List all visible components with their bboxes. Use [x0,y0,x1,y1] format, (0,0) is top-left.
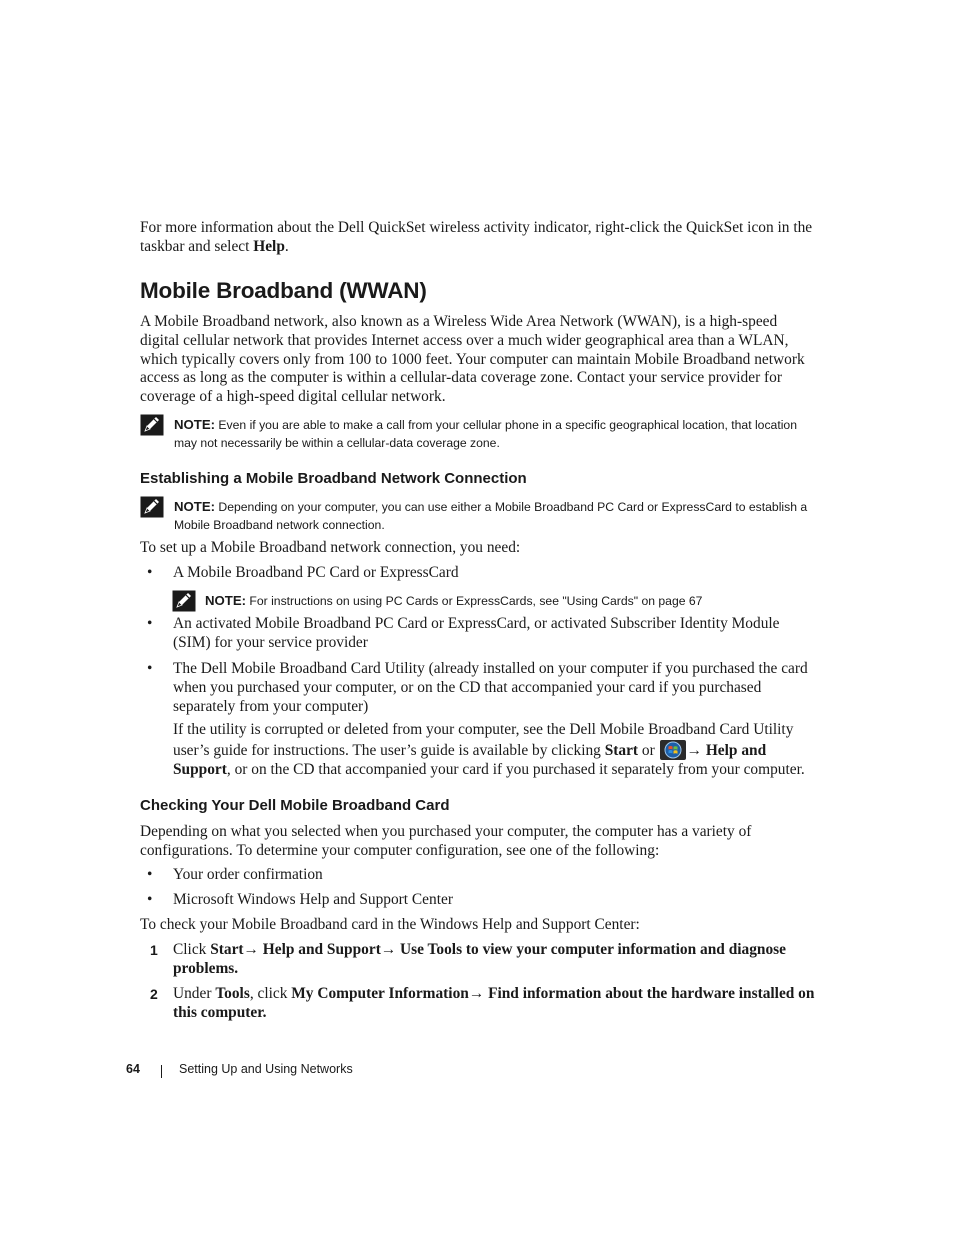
tools-term: Tools [215,985,250,1002]
help-term: Help [253,237,285,255]
step-number: 1 [150,942,158,958]
step-item: 2 Under Tools, click My Computer Information→ Find information about the hardware installed on this computer. [150,985,815,1021]
windows-start-icon [660,740,686,760]
configuration-paragraph: Depending on what you selected when you purchased your computer, the computer has a variety of configurations. To determine your computer configuration, see one of the following: [140,823,752,859]
start-term: Start [604,741,639,759]
list-item: • Your order confirmation [147,866,323,883]
bullet-marker: • [147,891,153,908]
note-label: NOTE: [174,499,216,514]
menu-path: Start→ Help and Support→ Use Tools to view your computer information and diagnose problems [173,941,786,977]
list-item: • Microsoft Windows Help and Support Center [147,891,453,908]
note-cellular-coverage: NOTE: Even if you are able to make a call from your cellular phone in a specific geographical location, that location may not necessarily be within a cellular-data coverage zone. [140,416,820,452]
section-title: Mobile Broadband (WWAN) [140,278,427,303]
bullet-marker: • [147,660,153,677]
check-intro: To check your Mobile Broadband card in the Windows Help and Support Center: [140,916,640,933]
pencil-note-icon [140,414,164,436]
pencil-note-icon [140,496,164,518]
utility-paragraph: If the utility is corrupted or deleted from your computer, see the Dell Mobile Broadband Card Utility user’s guide for instructions. The user’s guide is available by clicking Start or → Help and Support, or on the CD that accompanied your card if you purchased it separately from your computer. [173,721,805,778]
bullet-marker: • [147,615,153,632]
step-number: 2 [150,986,158,1002]
bullet-marker: • [147,564,153,581]
subsection-title-checking: Checking Your Dell Mobile Broadband Card [140,797,450,814]
footer-separator [161,1065,162,1078]
bullet-marker: • [147,866,153,883]
wwan-paragraph: A Mobile Broadband network, also known as a Wireless Wide Area Network (WWAN), is a high-speed digital cellular network that provides Internet access over a much wider geographical area than a WLAN, which typically covers only from 100 to 1000 feet. Your computer can maintain Mobile Broadband network access as long as the computer is within a cellular-data coverage zone. Contact your service provider for coverage of a high-speed digital cellular network. [140,313,805,406]
note-label: NOTE: [174,417,216,432]
page-number: 64 [126,1062,140,1076]
note-label: NOTE: [205,593,247,608]
menu-path: My Computer Information→ Find information about the hardware installed on this computer [173,985,815,1021]
list-item: • The Dell Mobile Broadband Card Utility (already installed on your computer if you purchased the card when you purchased your computer, or on the CD that accompanied your card if you purchased separately from your computer) [147,660,808,715]
page-footer [126,1062,353,1076]
chapter-title: Setting Up and Using Networks [179,1062,353,1076]
note-using-cards: NOTE: For instructions on using PC Cards or ExpressCards, see "Using Cards" on page 67 [172,592,822,611]
intro-paragraph: For more information about the Dell QuickSet wireless activity indicator, right-click the QuickSet icon in the taskbar and select Help. [140,219,813,255]
note-card-options: NOTE: Depending on your computer, you can use either a Mobile Broadband PC Card or ExpressCard to establish a Mobile Broadband network connection. [140,498,820,534]
help-and-support-term: → Help and Support [173,741,767,778]
list-item: • A Mobile Broadband PC Card or ExpressCard [147,564,459,581]
subsection-title-establishing: Establishing a Mobile Broadband Network Connection [140,470,527,487]
list-item: • An activated Mobile Broadband PC Card or ExpressCard, or activated Subscriber Identity Module (SIM) for your service provider [147,615,780,651]
pencil-note-icon [172,590,196,612]
setup-intro: To set up a Mobile Broadband network connection, you need: [140,539,521,556]
step-item: 1 Click Start→ Help and Support→ Use Tools to view your computer information and diagnose problems. [150,941,786,977]
